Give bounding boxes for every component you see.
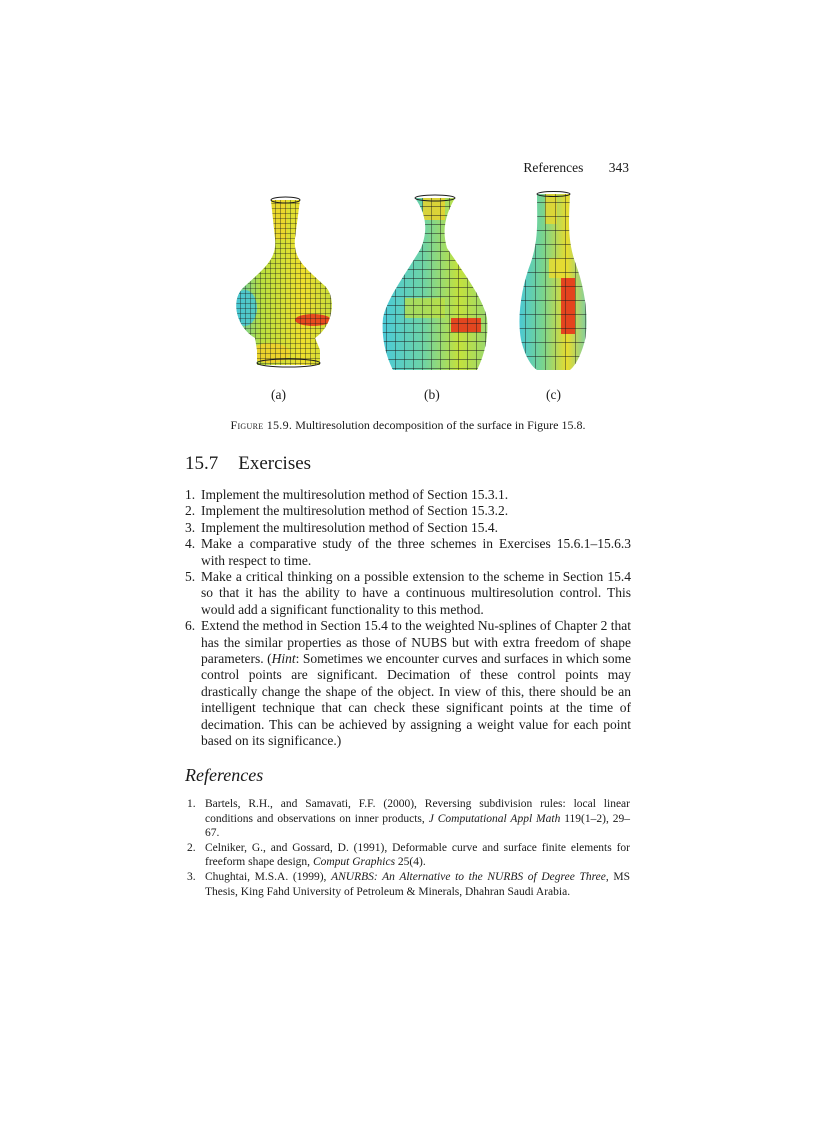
reference-details: , MS Thesis, King Fahd University of Petroleum & Minerals, Dhahran Saudi Arabia. (205, 870, 630, 898)
panel-label-c: (c) (546, 387, 561, 402)
exercise-text: Implement the multiresolution method of Section 15.4. (201, 519, 498, 535)
exercise-text: Implement the multiresolution method of Section 15.3.2. (201, 503, 509, 519)
exercise-item (185, 569, 631, 618)
exercise-text: Implement the multiresolution method of Section 15.3.1. (201, 487, 509, 502)
exercise-text-before-hint: Extend the method in Section 15.4 to the weighted Nu-splines of Chapter 2 that has the similar properties as those of NUBS but with extra freedom of shape parameters. ( (201, 618, 631, 667)
exercise-text-after-hint: : Sometimes we encounter curves and surfaces in which some control points are significant. Decimation of these control points may drastically change the shape of the object. In view of this, there should be an intelligent technique that can check these significant points at the time of decimation. This can be achieved by assigning a weight value for each point based on its significance.) (201, 651, 631, 749)
section-number: 15.7 (185, 453, 219, 474)
running-head (523, 160, 629, 176)
reference-item (187, 870, 630, 899)
panel-label-b: (b) (424, 387, 440, 402)
exercise-item (185, 520, 631, 536)
reference-journal: Comput Graphics (312, 856, 396, 869)
page-number: 343 (608, 160, 629, 175)
reference-list (187, 797, 630, 899)
exercise-number: 6. (185, 618, 196, 634)
exercise-number: 3. (185, 519, 196, 535)
reference-journal: J Computational Appl Math (428, 812, 561, 825)
reference-number: 1. (187, 798, 196, 810)
reference-title: ANURBS: An Alternative to the NURBS of Degree Three (331, 870, 606, 883)
references-heading: References (185, 765, 264, 785)
vase-c-mesh (515, 188, 595, 378)
exercise-number: 5. (185, 569, 196, 585)
reference-details: 119(1–2), 29–67. (205, 812, 630, 840)
reference-number: 2. (187, 841, 196, 854)
exercise-number: 2. (185, 503, 196, 519)
exercise-list (185, 487, 631, 750)
exercise-item (185, 536, 631, 569)
figure-caption-label: Figure 15.9. (230, 418, 293, 432)
figure-caption-text: Multiresolution decomposition of the surface in Figure 15.8. (292, 418, 586, 432)
reference-details: 25(4). (395, 856, 426, 869)
hint-label: Hint (271, 651, 296, 667)
figure-caption (0, 418, 816, 433)
vase-b-mesh (375, 188, 495, 378)
vase-figure (215, 188, 615, 408)
reference-text: Chughtai, M.S.A. (1999), (205, 870, 332, 883)
reference-item (187, 797, 630, 841)
exercise-item (185, 487, 631, 503)
exercise-item (185, 618, 631, 749)
vase-a-mesh (225, 188, 345, 378)
panel-label-a: (a) (271, 387, 286, 402)
exercise-text: Make a critical thinking on a possible extension to the scheme in Section 15.4 so that it has the ability to have a continuous multiresolution control. This would add a significant functionality to this method. (201, 569, 631, 617)
exercise-number: 4. (185, 536, 196, 552)
reference-item (187, 841, 630, 870)
exercise-text: Make a comparative study of the three schemes in Exercises 15.6.1–15.6.3 with respect to time. (201, 536, 631, 568)
reference-text: Celniker, G., and Gossard, D. (1991), Deformable curve and surface finite elements for freeform shape design, (205, 841, 630, 869)
reference-number: 3. (187, 870, 196, 883)
section-title: Exercises (238, 453, 312, 474)
section-heading (185, 453, 311, 475)
exercise-number: 1. (185, 487, 196, 502)
exercise-item (185, 503, 631, 519)
reference-text: Bartels, R.H., and Samavati, F.F. (2000), Reversing subdivision rules: local linear conditions and observations on inner products, (205, 798, 630, 825)
running-head-title: References (523, 160, 584, 175)
